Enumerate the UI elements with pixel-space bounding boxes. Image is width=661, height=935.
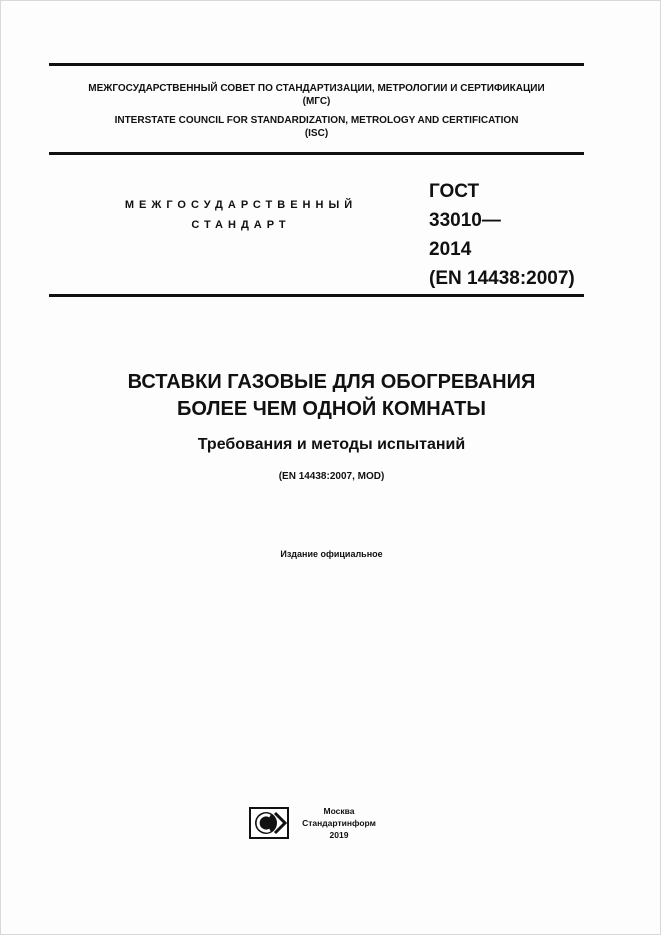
council-abbr-en: (ISC) (304, 128, 329, 139)
council-abbr-ru: (МГС) (302, 96, 331, 107)
title-line1: ВСТАВКИ ГАЗОВЫЕ ДЛЯ ОБОГРЕВАНИЯ (127, 371, 536, 393)
council-name-ru: МЕЖГОСУДАРСТВЕННЫЙ СОВЕТ ПО СТАНДАРТИЗАЦИИ, МЕТРОЛОГИИ И СЕРТИФИКАЦИИ (88, 83, 545, 94)
publisher-block (293, 805, 385, 841)
title-line2: БОЛЕЕ ЧЕМ ОДНОЙ КОМНАТЫ (177, 398, 486, 420)
gost-designation (429, 177, 575, 293)
mod-reference: (EN 14438:2007, MOD) (278, 471, 385, 482)
gost-year: 2014 (429, 239, 472, 260)
header-rule (49, 152, 584, 155)
gost-label: ГОСТ (429, 181, 480, 202)
council-name-en: INTERSTATE COUNCIL FOR STANDARDIZATION, METROLOGY AND CERTIFICATION (114, 115, 519, 126)
standard-type-line1: МЕЖГОСУДАРСТВЕННЫЙ (124, 199, 358, 211)
top-rule (49, 63, 584, 66)
publisher-city: Москва (323, 806, 355, 816)
designation-rule (49, 294, 584, 297)
edition-label: Издание официальное (280, 549, 383, 559)
standard-type-line2: СТАНДАРТ (191, 219, 291, 231)
subtitle: Требования и методы испытаний (197, 436, 466, 453)
publisher-year: 2019 (329, 830, 349, 840)
standartinform-logo-icon (249, 807, 289, 839)
publisher-name: Стандартинформ (302, 818, 376, 828)
gost-en-ref: (EN 14438:2007) (429, 268, 575, 289)
gost-number: 33010— (429, 210, 501, 231)
